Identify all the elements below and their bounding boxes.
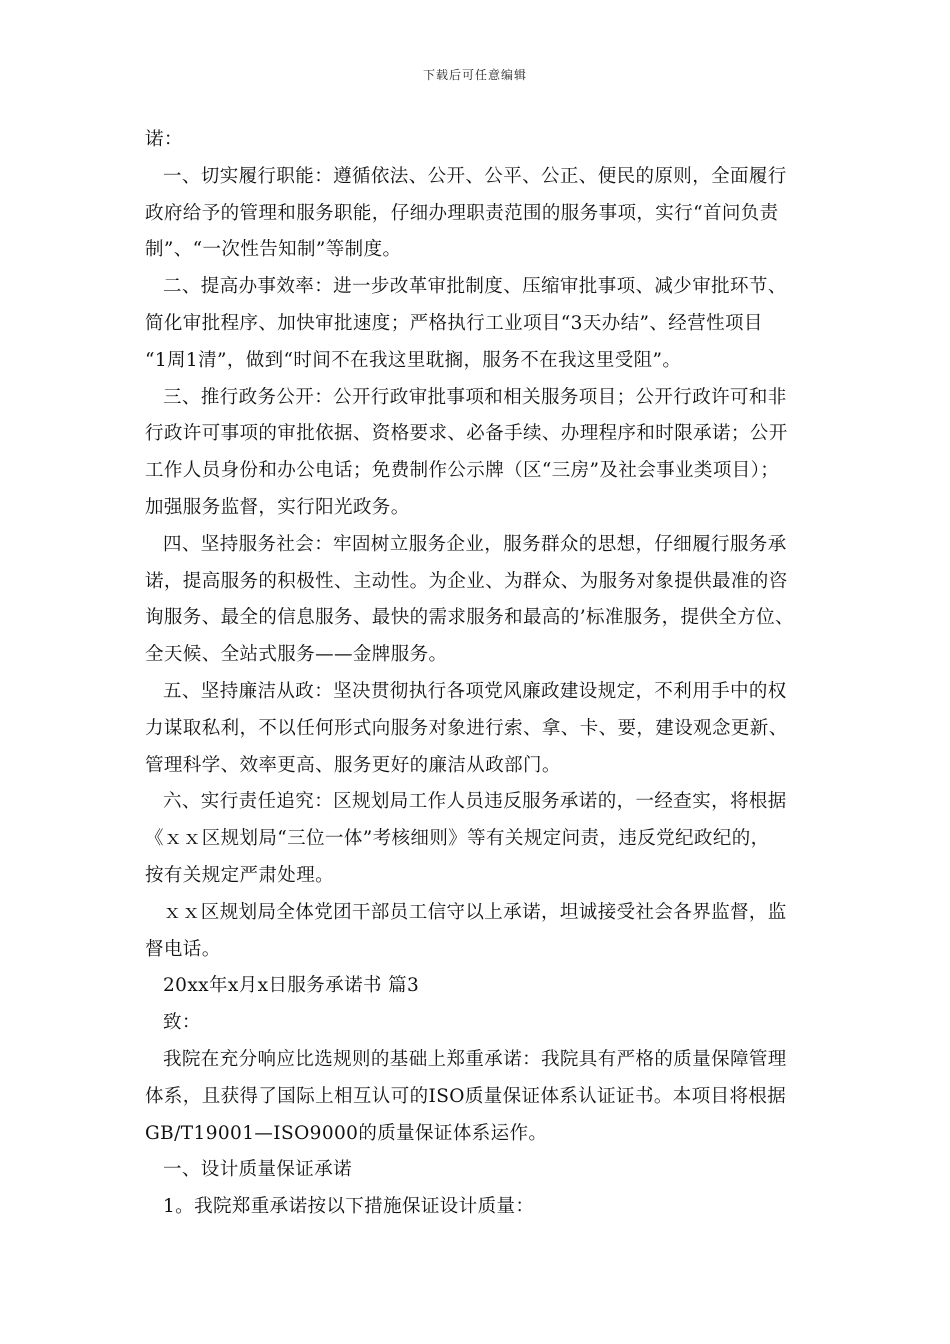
section-title: 20xx年x月x日服务承诺书 篇3 [163,975,420,997]
paragraph-5-line-2: 力谋取私利，不以任何形式向服务对象进行索、拿、卡、要，建设观念更新、 [145,717,788,739]
paragraph-1-line-1: 一、切实履行职能：遵循依法、公开、公平、公正、便民的原则，全面履行 [163,165,787,187]
numbered-item: 1。我院郑重承诺按以下措施保证设计质量： [163,1196,535,1218]
paragraph-4-line-1: 四、坚持服务社会：牢固树立服务企业，服务群众的思想，仔细履行服务承 [163,533,787,555]
paragraph-2-line-2: 简化审批程序、加快审批速度；严格执行工业项目“3天办结”、经营性项目 [145,312,763,334]
paragraph-2-line-3: “1周1清”，做到“时间不在我这里耽搁，服务不在我这里受阻”。 [145,349,682,371]
paragraph-3-line-3: 工作人员身份和办公电话；免费制作公示牌（区“三房”及社会事业类项目）； [145,460,780,482]
paragraph-1-line-3: 制”、“一次性告知制”等制度。 [145,239,402,261]
page-header: 下载后可任意编辑 [422,68,527,82]
paragraph-2-line-1: 二、提高办事效率：进一步改革审批制度、压缩审批事项、减少审批环节、 [163,276,787,298]
salutation: 致： [163,1012,201,1034]
paragraph-7-line-2: 体系，且获得了国际上相互认可的ISO质量保证体系认证证书。本项目将根据 [145,1085,787,1107]
document-body [145,122,811,1226]
paragraph-4-line-4: 全天候、全站式服务——金牌服务。 [145,644,448,666]
paragraph-7-line-1: 我院在充分响应比选规则的基础上郑重承诺：我院具有严格的质量保障管理 [163,1048,787,1070]
text-line: 诺： [145,129,183,150]
paragraph-1-line-2: 政府给予的管理和服务职能，仔细办理职责范围的服务事项，实行“首问负责 [145,202,779,224]
paragraph-3-line-2: 行政许可事项的审批依据、资格要求、必备手续、办理程序和时限承诺；公开 [145,423,788,445]
paragraph-3-line-1: 三、推行政务公开：公开行政审批事项和相关服务项目；公开行政许可和非 [163,386,787,408]
paragraph-6-line-2: 《ｘｘ区规划局“三位一体”考核细则》等有关规定问责，违反党纪政纪的， [145,828,770,850]
closing-line-2: 督电话。 [145,938,221,960]
paragraph-5-line-3: 管理科学、效率更高、服务更好的廉洁从政部门。 [145,754,561,776]
paragraph-4-line-3: 询服务、最全的信息服务、最快的需求服务和最高的’标准服务，提供全方位、 [145,607,794,629]
subheading: 一、设计质量保证承诺 [163,1159,353,1181]
paragraph-7-line-3: GB/T19001—ISO9000的质量保证体系运作。 [145,1122,548,1144]
paragraph-3-line-4: 加强服务监督，实行阳光政务。 [145,496,410,518]
paragraph-5-line-1: 五、坚持廉洁从政：坚决贯彻执行各项党风廉政建设规定，不利用手中的权 [163,680,787,702]
paragraph-4-line-2: 诺，提高服务的积极性、主动性。为企业、为群众、为服务对象提供最准的咨 [145,570,788,592]
paragraph-6-line-1: 六、实行责任追究：区规划局工作人员违反服务承诺的，一经查实，将根据 [163,791,787,813]
closing-line-1: ｘｘ区规划局全体党团干部员工信守以上承诺，坦诚接受社会各界监督，监 [163,901,787,923]
paragraph-6-line-3: 按有关规定严肃处理。 [145,864,335,886]
